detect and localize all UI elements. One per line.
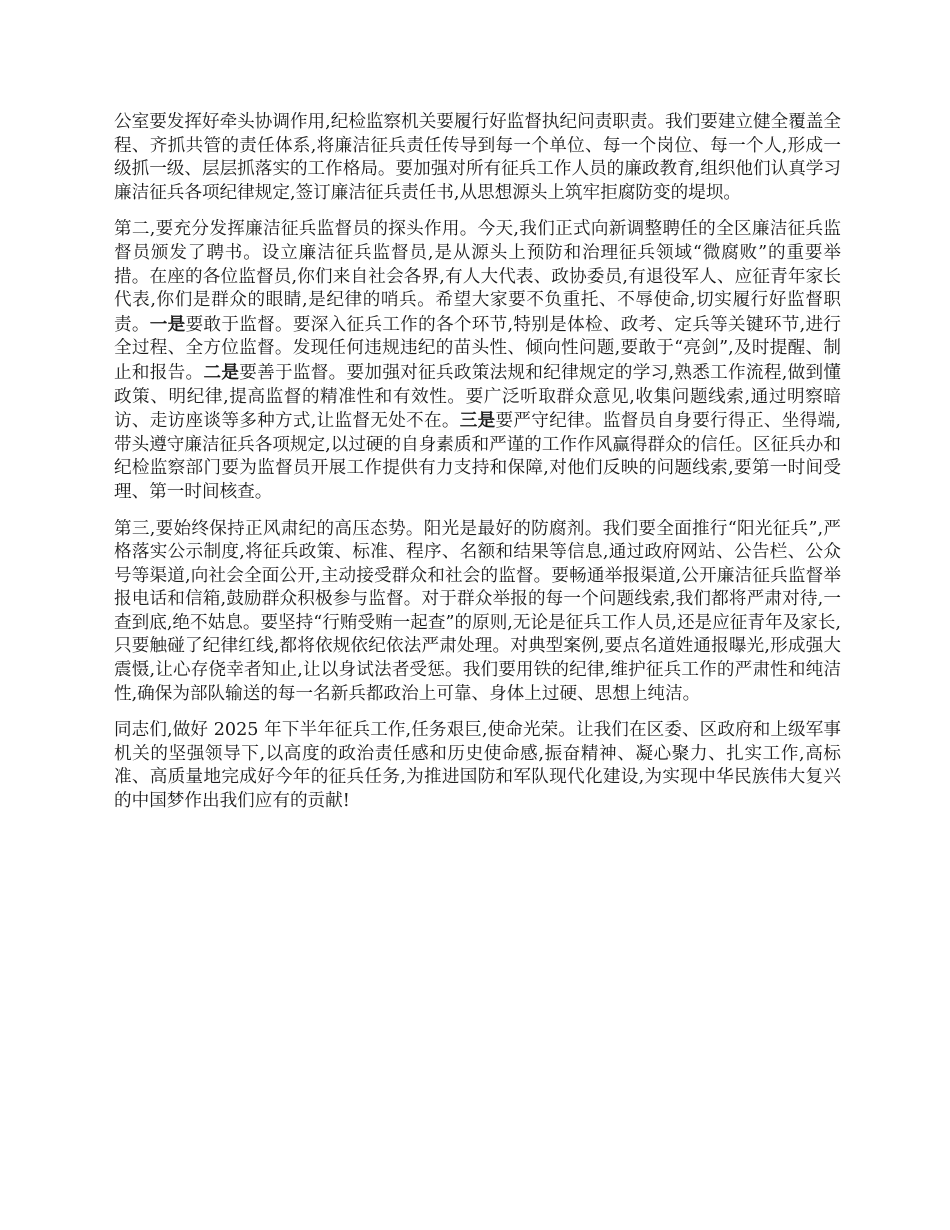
- point-three-text: 要严守纪律。监督员自身要行得正、坐得端,带头遵守廉洁征兵各项规定,以过硬的自身素质和严谨的工作作风赢得群众的信任。区征兵办和纪检监察部门要为监督员开展工作提供有力支持和保障,对他们反映的问题线索,要第一时间受理、第一时间核查。: [114, 411, 841, 502]
- paragraph-2: [114, 218, 841, 504]
- paragraph-4-text: 同志们,做好 2025 年下半年征兵工作,任务艰巨,使命光荣。让我们在区委、区政府和上级军事机关的坚强领导下,以高度的政治责任感和历史使命感,振奋精神、凝心聚力、扎实工作,高标准、高质量地完成好今年的征兵任务,为推进国防和军队现代化建设,为实现中华民族伟大复兴的中国梦作出我们应有的贡献!: [114, 720, 841, 812]
- point-one-label: 一是: [149, 313, 186, 335]
- point-one-text: 要敢于监督。要深入征兵工作的各个环节,特别是体检、政考、定兵等关键环节,进行全过程、全方位监督。发现任何违规违纪的苗头性、倾向性问题,要敢于“亮剑”,及时提醒、制止和报告。: [114, 314, 841, 383]
- point-three-label: 三是: [459, 410, 496, 432]
- point-two-label: 二是: [203, 361, 240, 383]
- paragraph-1-text: 公室要发挥好牵头协调作用,纪检监察机关要履行好监督执纪问责职责。我们要建立健全覆盖全程、齐抓共管的责任体系,将廉洁征兵责任传导到每一个单位、每一个岗位、每一个人,形成一级抓一级、层层抓落实的工作格局。要加强对所有征兵工作人员的廉政教育,组织他们认真学习廉洁征兵各项纪律规定,签订廉洁征兵责任书,从思想源头上筑牢拒腐防变的堤坝。: [114, 112, 841, 203]
- document-body: [114, 111, 841, 827]
- paragraph-4: [114, 719, 841, 813]
- point-two-text: 要善于监督。要加强对征兵政策法规和纪律规定的学习,熟悉工作流程,做到懂政策、明纪律,提高监督的精准性和有效性。要广泛听取群众意见,收集问题线索,通过明察暗访、走访座谈等多种方式,让监督无处不在。: [114, 362, 841, 432]
- paragraph-3-text: 第三,要始终保持正风肃纪的高压态势。阳光是最好的防腐剂。我们要全面推行“阳光征兵”,严格落实公示制度,将征兵政策、标准、程序、名额和结果等信息,通过政府网站、公告栏、公众号等渠道,向社会全面公开,主动接受群众和社会的监督。要畅通举报渠道,公开廉洁征兵监督举报电话和信箱,鼓励群众积极参与监督。对于群众举报的每一个问题线索,我们都将严肃对待,一查到底,绝不姑息。要坚持“行贿受贿一起查”的原则,无论是征兵工作人员,还是应征青年及家长,只要触碰了纪律红线,都将依规依纪依法严肃处理。对典型案例,要点名道姓通报曝光,形成强大震慑,让心存侥幸者知止,让以身试法者受惩。我们要用铁的纪律,维护征兵工作的严肃性和纯洁性,确保为部队输送的每一名新兵都政治上可靠、身体上过硬、思想上纯洁。: [114, 518, 841, 704]
- paragraph-3: [114, 518, 841, 707]
- paragraph-1: [114, 111, 841, 205]
- paragraph-2-intro: 第二,要充分发挥廉洁征兵监督员的探头作用。今天,我们正式向新调整聘任的全区廉洁征兵监督员颁发了聘书。设立廉洁征兵监督员,是从源头上预防和治理征兵领域“微腐败”的重要举措。在座的各位监督员,你们来自社会各界,有人大代表、政协委员,有退役军人、应征青年家长代表,你们是群众的眼睛,是纪律的哨兵。希望大家要不负重托、不辱使命,切实履行好监督职责。: [114, 219, 841, 335]
